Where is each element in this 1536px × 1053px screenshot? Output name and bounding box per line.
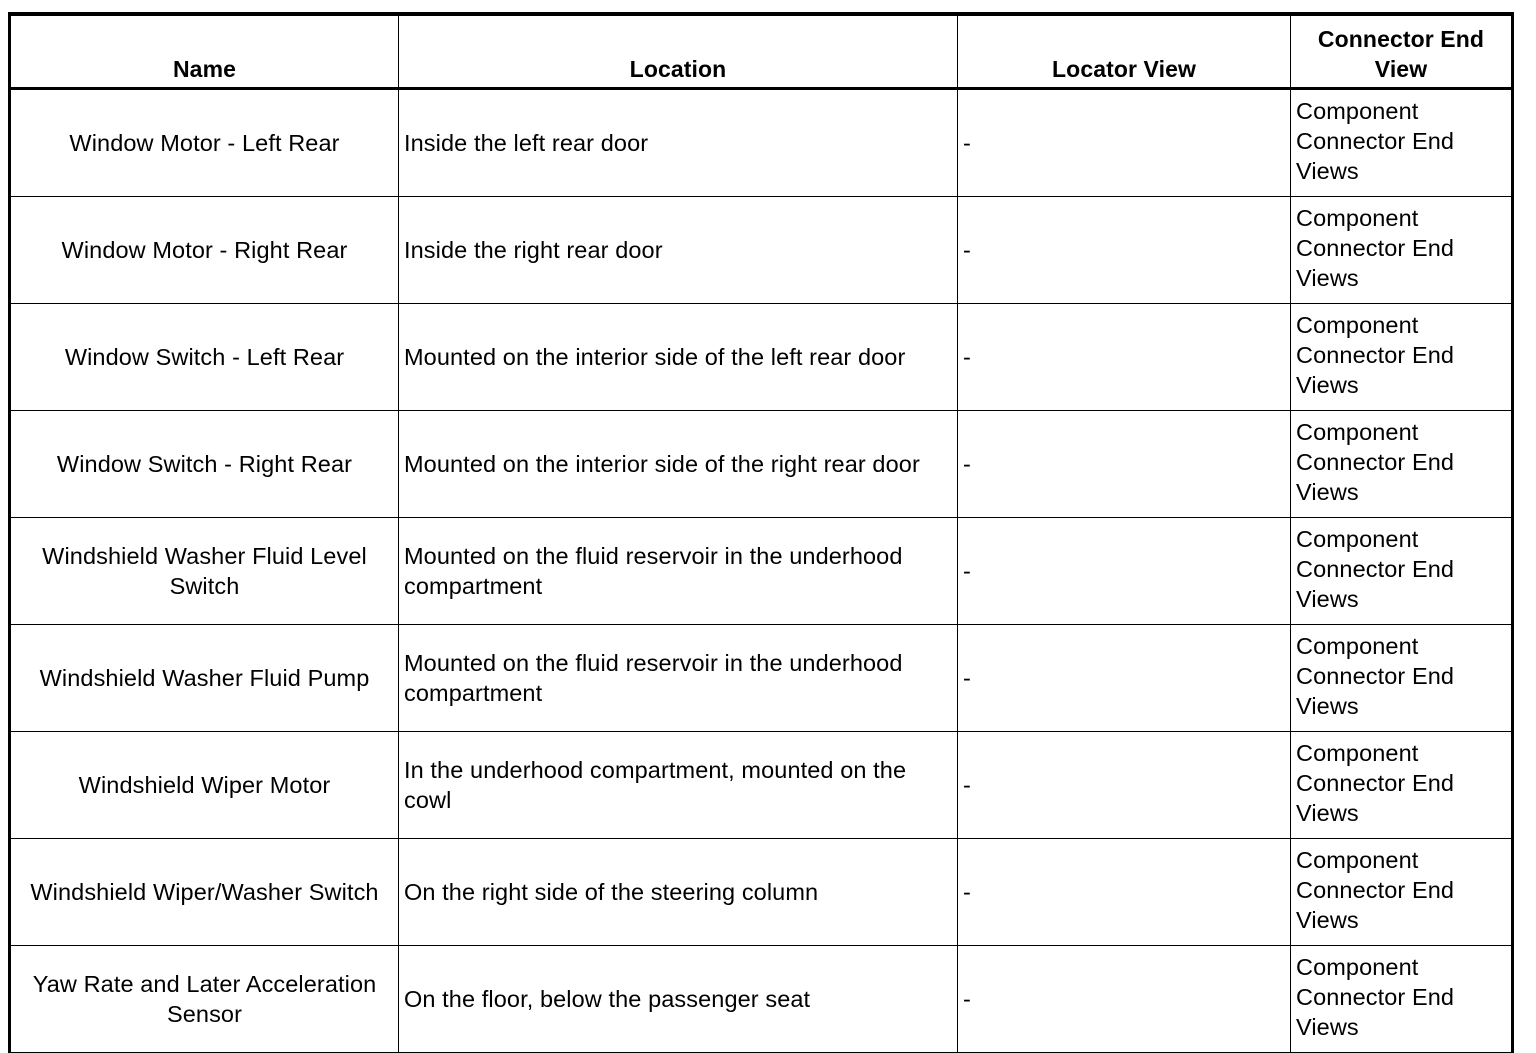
- connector-end-view-link[interactable]: Component Connector End Views: [1296, 954, 1455, 1040]
- cell-locator-view: -: [958, 411, 1291, 518]
- cell-name: Windshield Wiper/Washer Switch: [10, 839, 399, 946]
- cell-connector-end-view[interactable]: [1291, 946, 1513, 1053]
- cell-location: Inside the right rear door: [399, 197, 958, 304]
- cell-location: Mounted on the interior side of the left rear door: [399, 304, 958, 411]
- cell-location: Mounted on the fluid reservoir in the underhood compartment: [399, 518, 958, 625]
- cell-locator-view: -: [958, 946, 1291, 1053]
- table-row: [10, 732, 1513, 839]
- cell-location: Mounted on the fluid reservoir in the underhood compartment: [399, 625, 958, 732]
- cell-locator-view: -: [958, 518, 1291, 625]
- cell-name: Windshield Washer Fluid Pump: [10, 625, 399, 732]
- table-row: [10, 197, 1513, 304]
- cell-location: On the right side of the steering column: [399, 839, 958, 946]
- connector-end-view-link[interactable]: Component Connector End Views: [1296, 98, 1455, 184]
- cell-locator-view: -: [958, 625, 1291, 732]
- cell-name: Yaw Rate and Later Acceleration Sensor: [10, 946, 399, 1053]
- table-row: [10, 518, 1513, 625]
- table-row: [10, 411, 1513, 518]
- cell-locator-view: -: [958, 89, 1291, 197]
- cell-name: Windshield Washer Fluid Level Switch: [10, 518, 399, 625]
- cell-locator-view: -: [958, 839, 1291, 946]
- table-row: [10, 304, 1513, 411]
- connector-end-view-link[interactable]: Component Connector End Views: [1296, 312, 1455, 398]
- table-row: [10, 625, 1513, 732]
- table-header-row: [10, 14, 1513, 89]
- cell-name: Window Motor - Right Rear: [10, 197, 399, 304]
- cell-name: Window Switch - Left Rear: [10, 304, 399, 411]
- connector-end-view-link[interactable]: Component Connector End Views: [1296, 419, 1455, 505]
- component-locator-table-wrapper: [8, 12, 1511, 1040]
- connector-end-view-link[interactable]: Component Connector End Views: [1296, 847, 1455, 933]
- cell-connector-end-view[interactable]: [1291, 732, 1513, 839]
- table-row: [10, 946, 1513, 1053]
- cell-location: In the underhood compartment, mounted on the cowl: [399, 732, 958, 839]
- cell-location: On the floor, below the passenger seat: [399, 946, 958, 1053]
- cell-location: Inside the left rear door: [399, 89, 958, 197]
- cell-connector-end-view[interactable]: [1291, 625, 1513, 732]
- header-location: Location: [399, 14, 958, 89]
- cell-locator-view: -: [958, 197, 1291, 304]
- cell-location: Mounted on the interior side of the right rear door: [399, 411, 958, 518]
- cell-locator-view: -: [958, 304, 1291, 411]
- cell-connector-end-view[interactable]: [1291, 839, 1513, 946]
- cell-connector-end-view[interactable]: [1291, 304, 1513, 411]
- cell-name: Window Motor - Left Rear: [10, 89, 399, 197]
- cell-locator-view: -: [958, 732, 1291, 839]
- connector-end-view-link[interactable]: Component Connector End Views: [1296, 526, 1455, 612]
- table-row: [10, 89, 1513, 197]
- cell-connector-end-view[interactable]: [1291, 89, 1513, 197]
- cell-connector-end-view[interactable]: [1291, 518, 1513, 625]
- cell-name: Windshield Wiper Motor: [10, 732, 399, 839]
- component-locator-table: [8, 12, 1514, 1053]
- header-name: Name: [10, 14, 399, 89]
- header-locator-view: Locator View: [958, 14, 1291, 89]
- cell-connector-end-view[interactable]: [1291, 411, 1513, 518]
- cell-name: Window Switch - Right Rear: [10, 411, 399, 518]
- connector-end-view-link[interactable]: Component Connector End Views: [1296, 633, 1455, 719]
- connector-end-view-link[interactable]: Component Connector End Views: [1296, 205, 1455, 291]
- cell-connector-end-view[interactable]: [1291, 197, 1513, 304]
- table-row: [10, 839, 1513, 946]
- connector-end-view-link[interactable]: Component Connector End Views: [1296, 740, 1455, 826]
- header-connector-end-view: Connector End View: [1291, 14, 1513, 89]
